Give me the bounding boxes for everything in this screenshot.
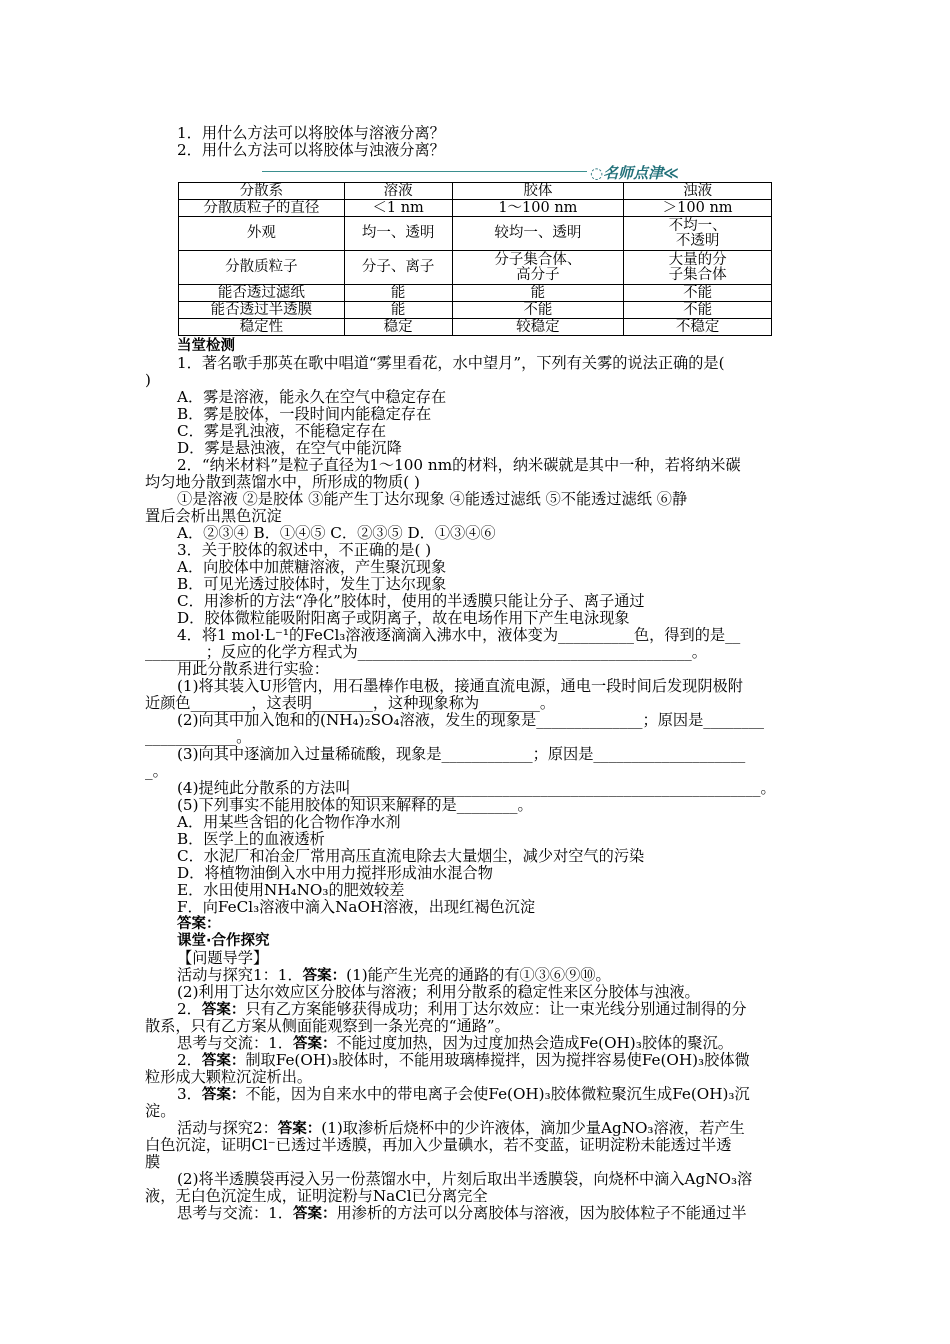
answers-guide: 【问题导学】 [177, 949, 269, 967]
check-line: B．雾是胶体，一段时间内能稳定存在 [177, 405, 432, 423]
check-line: 置后会析出黑色沉淀 [145, 507, 282, 525]
table-cell: 能否透过半透膜 [179, 302, 345, 319]
check-line: _。 [145, 762, 168, 780]
table-cell: 能否透过滤纸 [179, 285, 345, 302]
answer-line: 活动与探究2：答案：(1)取渗析后烧杯中的少许液体，滴加少量AgNO₃溶液，若产生 [177, 1119, 745, 1137]
check-line: D．胶体微粒能吸附阳离子或阴离子，故在电场作用下产生电泳现象 [177, 609, 630, 627]
table-cell: 分子、离子 [344, 251, 452, 285]
check-line: A．②③④ B．①④⑤ C．②③⑤ D．①③④⑥ [177, 524, 496, 542]
intro-question-2: 2．用什么方法可以将胶体与浊液分离？ [177, 141, 445, 159]
answer-line: 白色沉淀，证明Cl⁻已透过半透膜，再加入少量碘水，若不变蓝，证明淀粉未能透过半透 [145, 1136, 732, 1154]
table-header-cell: 分散系 [179, 183, 345, 200]
check-line: A．雾是溶液，能永久在空气中稳定存在 [177, 388, 447, 406]
check-line: E．水田使用NH₄NO₃的肥效较差 [177, 881, 405, 899]
check-line: A．向胶体中加蔗糖溶液，产生聚沉现象 [177, 558, 447, 576]
answer-line: (2)利用丁达尔效应区分胶体与溶液；利用分散系的稳定性来区分胶体与浊液。 [177, 983, 700, 1001]
check-line: 1．著名歌手那英在歌中唱道“雾里看花，水中望月”，下列有关雾的说法正确的是( [177, 354, 725, 372]
check-heading: 当堂检测 [177, 338, 235, 354]
check-line: 3．关于胶体的叙述中，不正确的是( ) [177, 541, 432, 559]
answer-line: 膜 [145, 1153, 161, 1171]
table-cell: 1～100 nm [452, 200, 624, 217]
table-cell: 能 [452, 285, 624, 302]
table-header-cell: 溶液 [344, 183, 452, 200]
table-cell: 分散质粒子的直径 [179, 200, 345, 217]
table-cell: 不均一、 不透明 [624, 217, 772, 251]
banner-rule [262, 171, 587, 172]
answer-line: (2)将半透膜袋再浸入另一份蒸馏水中，片刻后取出半透膜袋，向烧杯中滴入AgNO₃溶 [177, 1170, 753, 1188]
check-line: B．医学上的血液透析 [177, 830, 325, 848]
check-line: C．雾是乳浊液，不能稳定存在 [177, 422, 387, 440]
table-row [179, 200, 772, 217]
check-line: (3)向其中逐滴加入过量稀硫酸，现象是____________；原因是____________________ [177, 745, 746, 763]
table-row [179, 217, 772, 251]
check-line: ____________。 [145, 728, 252, 746]
table-cell: 分子集合体、 高分子 [452, 251, 624, 285]
table-cell: 较稳定 [452, 319, 624, 336]
answer-line: 液，无白色沉淀生成，证明淀粉与NaCl已分离完全 [145, 1187, 488, 1205]
answer-line: 散系，只有乙方案从侧面能观察到一条光亮的“通路”。 [145, 1017, 510, 1035]
check-line: (4)提纯此分散系的方法叫______________________________________________________。 [177, 779, 776, 797]
table-cell: 不能 [624, 285, 772, 302]
table-cell: ＞100 nm [624, 200, 772, 217]
table-cell: 大量的分 子集合体 [624, 251, 772, 285]
table-cell: 均一、透明 [344, 217, 452, 251]
table-row [179, 285, 772, 302]
table-cell: 较均一、透明 [452, 217, 624, 251]
answer-line: 思考与交流：1．答案：不能过度加热，因为过度加热会造成Fe(OH)₃胶体的聚沉。 [177, 1034, 733, 1052]
answer-line: 思考与交流：1．答案：用渗析的方法可以分离胶体与溶液，因为胶体粒子不能通过半 [177, 1204, 747, 1222]
table-header-row [179, 183, 772, 200]
table-cell: 不能 [452, 302, 624, 319]
table-cell: 能 [344, 302, 452, 319]
check-line: (5)下列事实不能用胶体的知识来解释的是________。 [177, 796, 533, 814]
check-line: 4．将1 mol·L⁻¹的FeCl₃溶液逐滴滴入沸水中，液体变为__________色，得到的是__ [177, 626, 741, 644]
table-header-cell: 胶体 [452, 183, 624, 200]
section-banner [262, 160, 702, 182]
answer-line: 2．答案：只有乙方案能够获得成功；利用丁达尔效应：让一束光线分别通过制得的分 [177, 1000, 747, 1018]
check-line: 均匀地分散到蒸馏水中，所形成的物质( ) [145, 473, 420, 491]
comparison-table [178, 182, 772, 336]
check-line: 2．“纳米材料”是粒子直径为1～100 nm的材料，纳米碳就是其中一种，若将纳米碳 [177, 456, 741, 474]
table-cell: 不稳定 [624, 319, 772, 336]
check-line: C．水泥厂和冶金厂常用高压直流电除去大量烟尘，减少对空气的污染 [177, 847, 645, 865]
check-line: ) [145, 371, 151, 389]
check-line: ①是溶液 ②是胶体 ③能产生丁达尔现象 ④能透过滤纸 ⑤不能透过滤纸 ⑥静 [177, 490, 688, 508]
banner-title: ◌名师点津≪ [590, 164, 679, 182]
answer-line: 淀。 [145, 1102, 176, 1120]
answer-line: 2．答案：制取Fe(OH)₃胶体时，不能用玻璃棒搅拌，因为搅拌容易使Fe(OH)₃胶体微 [177, 1051, 750, 1069]
answers-section-title: 课堂·合作探究 [177, 933, 270, 949]
check-line: C．用渗析的方法“净化”胶体时，使用的半透膜只能让分子、离子通过 [177, 592, 645, 610]
answer-line: 活动与探究1：1．答案：(1)能产生光亮的通路的有①③⑥⑨⑩。 [177, 966, 611, 984]
answers-heading: 答案： [177, 916, 221, 932]
check-line: D．将植物油倒入水中用力搅拌形成油水混合物 [177, 864, 493, 882]
check-line: D．雾是悬浊液，在空气中能沉降 [177, 439, 402, 457]
answer-line: 粒形成大颗粒沉淀析出。 [145, 1068, 313, 1086]
check-line: F．向FeCl₃溶液中滴入NaOH溶液，出现红褐色沉淀 [177, 898, 536, 916]
table-row [179, 251, 772, 285]
check-line: ________；反应的化学方程式为____________________________________________。 [145, 643, 707, 661]
table-cell: 外观 [179, 217, 345, 251]
table-cell: 不能 [624, 302, 772, 319]
check-line: B．可见光透过胶体时，发生丁达尔现象 [177, 575, 447, 593]
table-cell: 稳定 [344, 319, 452, 336]
table-cell: 分散质粒子 [179, 251, 345, 285]
answer-line: 3．答案：不能，因为自来水中的带电离子会使Fe(OH)₃胶体微粒聚沉生成Fe(OH)₃沉 [177, 1085, 750, 1103]
table-cell: 能 [344, 285, 452, 302]
table-cell: 稳定性 [179, 319, 345, 336]
table-row [179, 319, 772, 336]
table-row [179, 302, 772, 319]
table-cell: ＜1 nm [344, 200, 452, 217]
check-line: 用此分散系进行实验： [177, 660, 329, 678]
check-line: (1)将其装入U形管内，用石墨棒作电极，接通直流电源，通电一段时间后发现阴极附 [177, 677, 743, 695]
table-header-cell: 浊液 [624, 183, 772, 200]
check-line: (2)向其中加入饱和的(NH₄)₂SO₄溶液，发生的现象是______________；原因是________ [177, 711, 765, 729]
check-line: A．用某些含铝的化合物作净水剂 [177, 813, 401, 831]
intro-question-1: 1．用什么方法可以将胶体与溶液分离？ [177, 124, 445, 142]
check-line: 近颜色________，这表明________，这种现象称为________。 [145, 694, 556, 712]
